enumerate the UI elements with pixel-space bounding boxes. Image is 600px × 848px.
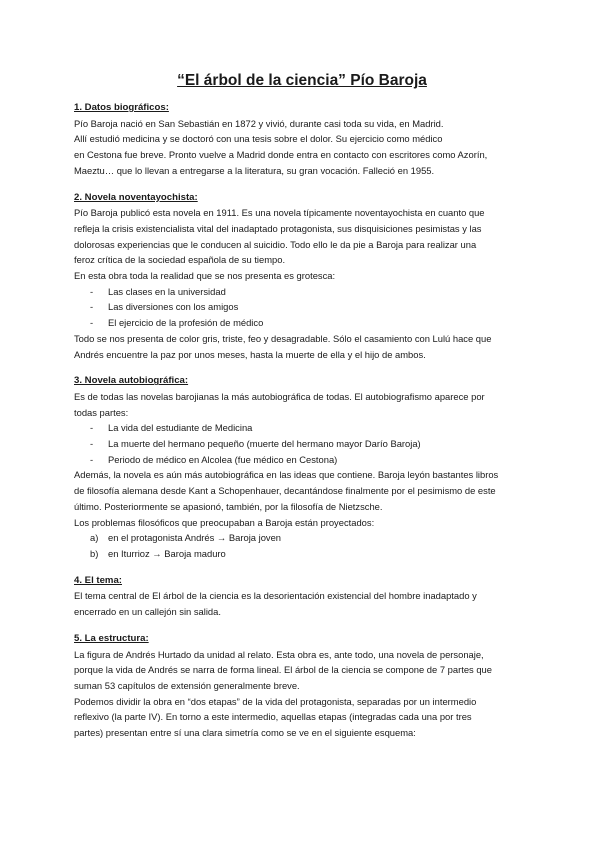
- text-line: Los problemas filosóficos que preocupaban a Baroja están proyectados:: [74, 516, 375, 528]
- text-line: en Cestona fue breve. Pronto vuelve a Madrid donde entra en contacto con escritores como Azorín,: [74, 149, 488, 161]
- bullet-list: [74, 420, 530, 467]
- text-line: Es de todas las novelas barojianas la más autobiográfica de todas. El autobiografismo aparece por: [74, 390, 485, 402]
- list-item: [74, 530, 530, 546]
- list-item-text: El ejercicio de la profesión de médico: [108, 317, 264, 329]
- list-item: [74, 420, 530, 436]
- section-paragraph: [74, 389, 530, 420]
- text-line: feroz crítica de la sociedad española de su tiempo.: [74, 254, 286, 266]
- list-item: [74, 546, 530, 562]
- text-line: de filosofía alemana desde Kant a Schopenhauer, decantándose finalmente por el pesimismo de este: [74, 485, 496, 497]
- dash-bullet: -: [90, 453, 94, 465]
- list-item-text: en el protagonista Andrés → Baroja joven: [108, 532, 282, 544]
- dash-bullet: -: [90, 301, 94, 313]
- list-item-text: La muerte del hermano pequeño (muerte del hermano mayor Darío Baroja): [108, 438, 421, 450]
- section-heading: 4. El tema:: [74, 574, 122, 586]
- text-line: Podemos dividir la obra en “dos etapas” de la vida del protagonista, separadas por un intermedio: [74, 695, 477, 707]
- document-page: [74, 72, 530, 752]
- text-line: Pío Baroja publicó esta novela en 1911. Es una novela típicamente noventayochista en cuanto que: [74, 207, 485, 219]
- section-novela-noventayochista: [74, 190, 530, 363]
- text-line: encerrado en un callejón sin salida.: [74, 606, 221, 618]
- list-item-text: La vida del estudiante de Medicina: [108, 422, 253, 434]
- dash-bullet: -: [90, 422, 94, 434]
- text-line: porque la vida de Andrés se narra de forma lineal. El árbol de la ciencia se compone de 7 partes que: [74, 664, 492, 676]
- section-paragraph: [74, 116, 530, 179]
- section-datos-biograficos: [74, 100, 530, 179]
- section-el-tema: [74, 573, 530, 620]
- dash-bullet: -: [90, 317, 94, 329]
- list-item-text: Periodo de médico en Alcolea (fue médico en Cestona): [108, 453, 338, 465]
- list-item-text: Las clases en la universidad: [108, 285, 226, 297]
- list-marker: a): [90, 532, 99, 544]
- list-item: [74, 436, 530, 452]
- list-item: [74, 299, 530, 315]
- section-paragraph: [74, 205, 530, 284]
- text-line: todas partes:: [74, 406, 129, 418]
- section-heading: 3. Novela autobiográfica:: [74, 375, 189, 387]
- document-title: “El árbol de la ciencia” Pío Baroja: [177, 72, 427, 89]
- section-heading: 1. Datos biográficos:: [74, 102, 169, 113]
- text-line: reflexivo (la parte IV). En torno a este intermedio, aquellas etapas (integradas cada una por tres: [74, 711, 472, 723]
- section-novela-autobiografica: [74, 373, 530, 561]
- section-heading: 5. La estructura:: [74, 632, 149, 644]
- text-line: Andrés encuentre la paz por unos meses, hasta la muerte de ella y el hijo de ambos.: [74, 348, 426, 360]
- section-paragraph: [74, 647, 530, 741]
- text-line: último. Posteriormente se apasionó, también, por la filosofía de Nietzsche.: [74, 500, 383, 512]
- text-line: refleja la crisis existencialista vital del inadaptado protagonista, sus disquisiciones pesimistas y las: [74, 222, 482, 234]
- text-line: Maeztu… que lo llevan a entregarse a la literatura, su gran vocación. Falleció en 1955.: [74, 164, 435, 176]
- list-item-text: Las diversiones con los amigos: [108, 301, 239, 313]
- lettered-list: [74, 530, 530, 561]
- list-marker: b): [90, 547, 99, 559]
- section-paragraph: [74, 588, 530, 619]
- section-la-estructura: [74, 631, 530, 741]
- text-line: partes) presentan entre sí una clara simetría como se ve en el siguiente esquema:: [74, 727, 416, 739]
- list-item-text: en Iturrioz → Baroja maduro: [108, 547, 226, 559]
- text-line: Además, la novela es aún más autobiográfica en las ideas que contiene. Baroja leyón bastantes libros: [74, 469, 499, 481]
- list-item: [74, 315, 530, 331]
- text-line: En esta obra toda la realidad que se nos presenta es grotesca:: [74, 270, 336, 282]
- section-paragraph: [74, 467, 530, 530]
- dash-bullet: -: [90, 285, 94, 297]
- bullet-list: [74, 284, 530, 331]
- list-item: [74, 284, 530, 300]
- text-line: dolorosas experiencias que le conducen al suicidio. Todo ello le da pie a Baroja para realizar una: [74, 238, 477, 250]
- text-line: Pío Baroja nació en San Sebastián en 1872 y vivió, durante casi toda su vida, en Madrid.: [74, 117, 444, 129]
- section-heading: 2. Novela noventayochista:: [74, 191, 198, 203]
- text-line: suman 53 capítulos de extensión generalmente breve.: [74, 679, 300, 691]
- dash-bullet: -: [90, 438, 94, 450]
- text-line: Allí estudió medicina y se doctoró con una tesis sobre el dolor. Su ejercicio como médico: [74, 133, 443, 145]
- section-paragraph: [74, 331, 530, 362]
- text-line: La figura de Andrés Hurtado da unidad al relato. Esta obra es, ante todo, una novela de personaje,: [74, 648, 484, 660]
- list-item: [74, 452, 530, 468]
- text-line: Todo se nos presenta de color gris, triste, feo y desagradable. Sólo el casamiento con Lulú hace que: [74, 332, 492, 344]
- text-line: El tema central de El árbol de la ciencia es la desorientación existencial del hombre inadaptado y: [74, 590, 477, 602]
